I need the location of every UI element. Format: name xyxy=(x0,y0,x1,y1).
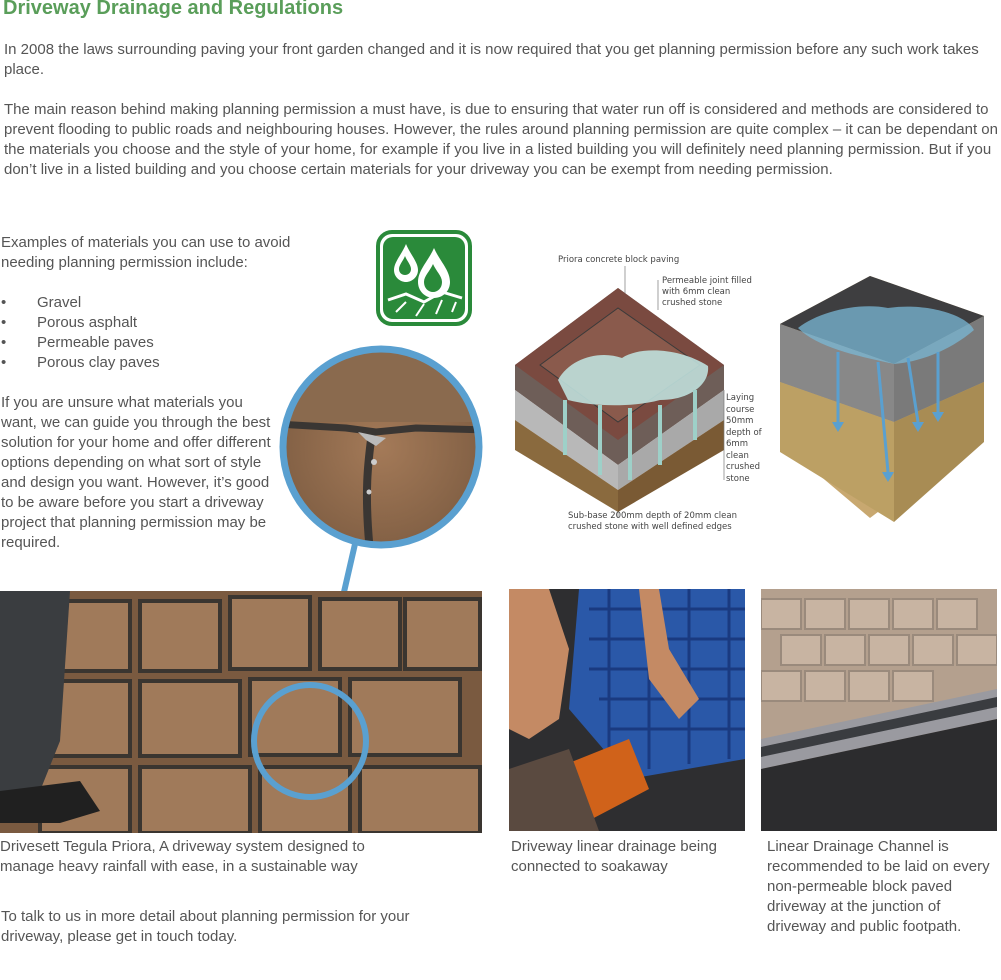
svg-text:6mm: 6mm xyxy=(726,439,748,449)
list-item: • Permeable paves xyxy=(1,334,154,351)
svg-text:course: course xyxy=(726,405,755,415)
list-item: • Gravel xyxy=(1,294,82,311)
water-flow-cube-diagram xyxy=(778,272,1000,530)
svg-text:Permeable joint filled: Permeable joint filled xyxy=(662,276,752,286)
svg-text:depth of: depth of xyxy=(726,428,762,438)
svg-text:with 6mm clean: with 6mm clean xyxy=(662,287,731,297)
caption-drainage-channel: Linear Drainage Channel is recommended to be laid on every non-permeable block paved driveway at the junction of driveway and public footpath. xyxy=(767,838,990,935)
materials-intro: Examples of materials you can use to avoid needing planning permission include: xyxy=(1,234,291,271)
linear-drainage-photo xyxy=(509,589,745,831)
svg-text:Sub-base 200mm depth of 20mm c: Sub-base 200mm depth of 20mm clean xyxy=(568,511,737,521)
svg-text:clean: clean xyxy=(726,451,749,461)
list-item: • Porous asphalt xyxy=(1,314,138,331)
caption-tegula: Drivesett Tegula Priora, A driveway system designed to manage heavy rainfall with ease, in a sustainable way xyxy=(0,838,365,875)
label-block-paving: Priora concrete block paving xyxy=(558,255,680,265)
water-drainage-icon xyxy=(376,230,472,326)
svg-text:crushed stone with well define: crushed stone with well defined edges xyxy=(568,522,732,532)
svg-text:crushed stone: crushed stone xyxy=(662,298,723,308)
svg-text:50mm: 50mm xyxy=(726,416,754,426)
drainage-channel-photo xyxy=(761,589,997,831)
permeable-paving-diagram xyxy=(510,250,770,535)
advice-text: If you are unsure what materials you want, we can guide you through the best solution for your home and offer different options depending on what sort of style and design you want. However, it’s good to be aware before you start a driveway project that planning permission may be required. xyxy=(1,394,271,551)
svg-text:Laying: Laying xyxy=(726,393,755,403)
list-item: • Porous clay paves xyxy=(1,354,160,371)
magnified-joint-circle xyxy=(276,342,486,552)
caption-linear-drainage: Driveway linear drainage being connected to soakaway xyxy=(511,838,717,875)
intro-paragraph-2: The main reason behind making planning permission a must have, is due to ensuring that water run off is considered and methods are considered to prevent flooding to public roads and neighbouring houses. However, the rules around planning permission are quite complex – it can be dependant on the materials you choose and the style of your home, for example if you live in a listed building you will definitely need planning permission. But if you don’t live in a listed building and you choose certain materials for your driveway you can be exempt from needing permission. xyxy=(4,101,998,178)
page-title: Driveway Drainage and Regulations xyxy=(3,0,344,19)
contact-text: To talk to us in more detail about planning permission for your driveway, please get in touch today. xyxy=(1,908,410,945)
svg-text:stone: stone xyxy=(726,474,750,484)
svg-text:crushed: crushed xyxy=(726,462,760,472)
intro-paragraph-1: In 2008 the laws surrounding paving your front garden changed and it is now required that you get planning permission before any such work takes place. xyxy=(4,41,979,78)
tegula-priora-photo xyxy=(0,591,482,833)
materials-list xyxy=(1,293,301,373)
